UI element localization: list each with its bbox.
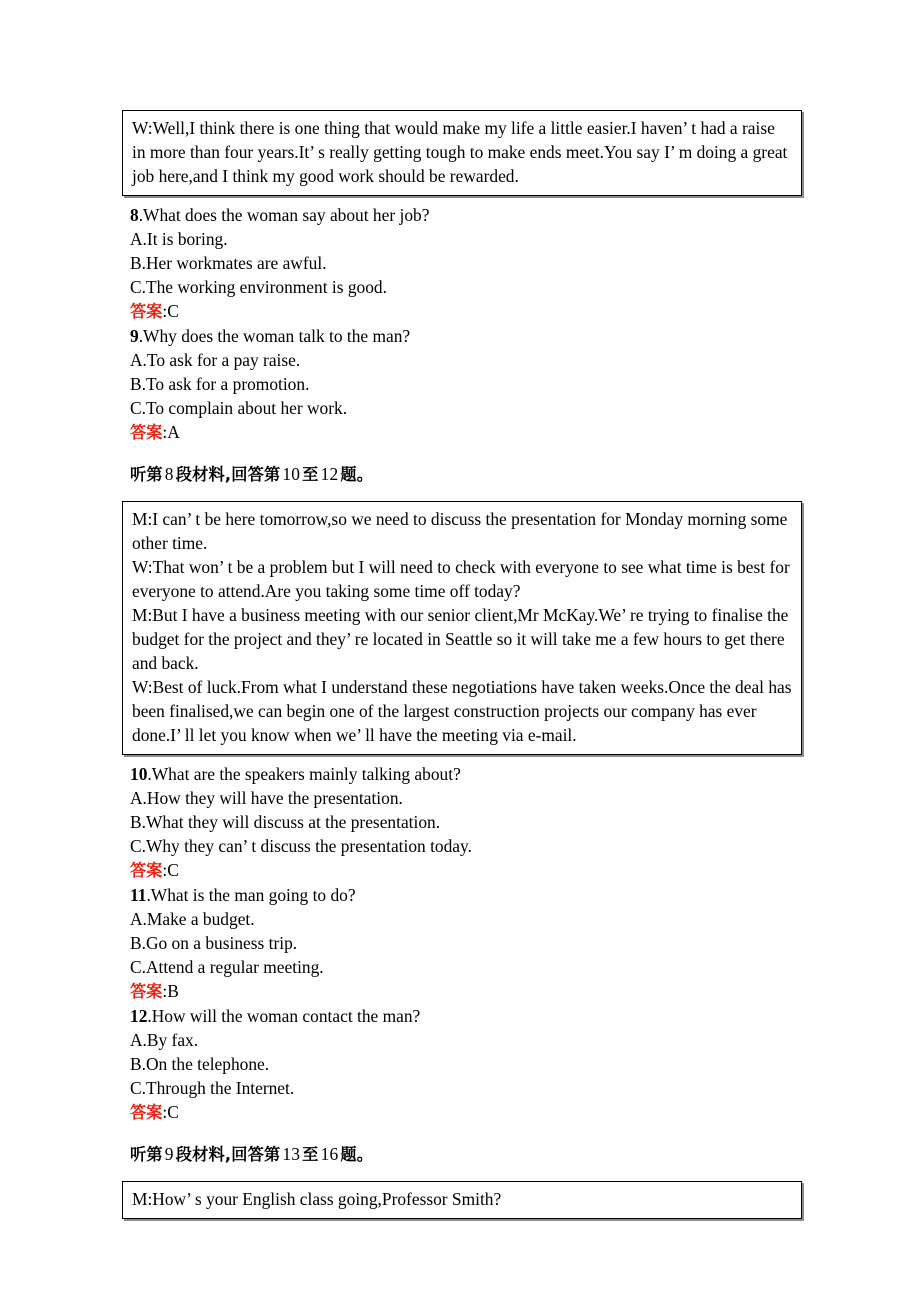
question-option-c[interactable]: C.Attend a regular meeting. — [130, 957, 324, 977]
instruction-prefix: 听第 — [130, 465, 163, 484]
question-stem — [130, 203, 802, 227]
instruction-question-to: 16 — [320, 1144, 339, 1164]
answer-value: :B — [162, 981, 179, 1001]
instruction-between: 至 — [302, 1145, 319, 1164]
question-stem — [130, 1004, 802, 1028]
question-number: 9 — [130, 326, 139, 346]
listening-script-box-9 — [122, 1181, 802, 1219]
instruction-suffix: 题。 — [340, 465, 374, 484]
answer-row — [130, 1100, 802, 1125]
question-stem — [130, 324, 802, 348]
question-option-c[interactable]: C.The working environment is good. — [130, 277, 387, 297]
instruction-middle: 段材料,回答第 — [175, 1145, 281, 1164]
question-option-b[interactable]: B.Her workmates are awful. — [130, 253, 327, 273]
question-option-b[interactable]: B.On the telephone. — [130, 1054, 270, 1074]
document-content — [122, 110, 802, 1226]
instruction-suffix: 题。 — [340, 1145, 374, 1164]
answer-row — [130, 858, 802, 883]
question-option-a[interactable]: A.By fax. — [130, 1030, 199, 1050]
answer-label: 答案 — [130, 1103, 163, 1122]
instruction-material-number: 8 — [164, 464, 174, 484]
question-text: .What does the woman say about her job? — [138, 205, 430, 225]
script-line: M:How’ s your English class going,Professor Smith? — [132, 1189, 502, 1209]
answer-value: :C — [162, 860, 179, 880]
question-option-c[interactable]: C.Through the Internet. — [130, 1078, 295, 1098]
question-option-a[interactable]: A.To ask for a pay raise. — [130, 350, 301, 370]
instruction-middle: 段材料,回答第 — [175, 465, 281, 484]
question-block-11 — [122, 883, 802, 1004]
instruction-prefix: 听第 — [130, 1145, 163, 1164]
script-line: W:Well,I think there is one thing that would make my life a little easier.I haven’ t had a raise in more than four years.It’ s really getting tough to make ends meet.You say I’ m doing a great job here,and I think my good work should be rewarded. — [132, 118, 788, 186]
answer-label: 答案 — [130, 861, 163, 880]
listening-instruction-material-8 — [122, 462, 802, 487]
question-block-12 — [122, 1004, 802, 1125]
instruction-between: 至 — [302, 465, 319, 484]
question-option-c[interactable]: C.Why they can’ t discuss the presentation today. — [130, 836, 472, 856]
script-line: W:That won’ t be a problem but I will need to check with everyone to see what time is best for everyone to attend.Are you taking some time off today? — [132, 557, 790, 601]
listening-script-box-8 — [122, 501, 802, 755]
question-text: .What are the speakers mainly talking about? — [147, 764, 461, 784]
question-option-a[interactable]: A.How they will have the presentation. — [130, 788, 403, 808]
instruction-question-to: 12 — [320, 464, 339, 484]
answer-label: 答案 — [130, 982, 163, 1001]
question-number: 12 — [130, 1006, 148, 1026]
answer-row — [130, 420, 802, 445]
answer-value: :A — [162, 422, 180, 442]
question-option-b[interactable]: B.Go on a business trip. — [130, 933, 298, 953]
listening-script-box-7 — [122, 110, 802, 196]
question-block-9 — [122, 324, 802, 445]
answer-value: :C — [162, 301, 179, 321]
question-text: .How will the woman contact the man? — [147, 1006, 421, 1026]
answer-label: 答案 — [130, 423, 163, 442]
question-option-b[interactable]: B.What they will discuss at the presentation. — [130, 812, 441, 832]
question-option-c[interactable]: C.To complain about her work. — [130, 398, 348, 418]
question-option-a[interactable]: A.Make a budget. — [130, 909, 255, 929]
question-text: .Why does the woman talk to the man? — [138, 326, 411, 346]
question-block-10 — [122, 762, 802, 883]
answer-value: :C — [162, 1102, 179, 1122]
script-line: W:Best of luck.From what I understand these negotiations have taken weeks.Once the deal has been finalised,we can begin one of the largest construction projects our company has ever done.I’ ll let you know when we’ ll have the meeting via e-mail. — [132, 677, 792, 745]
script-line: M:I can’ t be here tomorrow,so we need to discuss the presentation for Monday morning some other time. — [132, 509, 788, 553]
question-stem — [130, 883, 802, 907]
question-number: 11 — [130, 885, 147, 905]
question-stem — [130, 762, 802, 786]
answer-row — [130, 299, 802, 324]
instruction-question-from: 13 — [282, 1144, 301, 1164]
question-option-b[interactable]: B.To ask for a promotion. — [130, 374, 310, 394]
script-line: M:But I have a business meeting with our senior client,Mr McKay.We’ re trying to finalise the budget for the project and they’ re located in Seattle so it will take me a few hours to get there and back. — [132, 605, 789, 673]
question-number: 10 — [130, 764, 148, 784]
question-option-a[interactable]: A.It is boring. — [130, 229, 228, 249]
question-block-8 — [122, 203, 802, 324]
answer-label: 答案 — [130, 302, 163, 321]
answer-row — [130, 979, 802, 1004]
listening-instruction-material-9 — [122, 1142, 802, 1167]
question-number: 8 — [130, 205, 139, 225]
instruction-question-from: 10 — [282, 464, 301, 484]
instruction-material-number: 9 — [164, 1144, 174, 1164]
question-text: .What is the man going to do? — [146, 885, 356, 905]
